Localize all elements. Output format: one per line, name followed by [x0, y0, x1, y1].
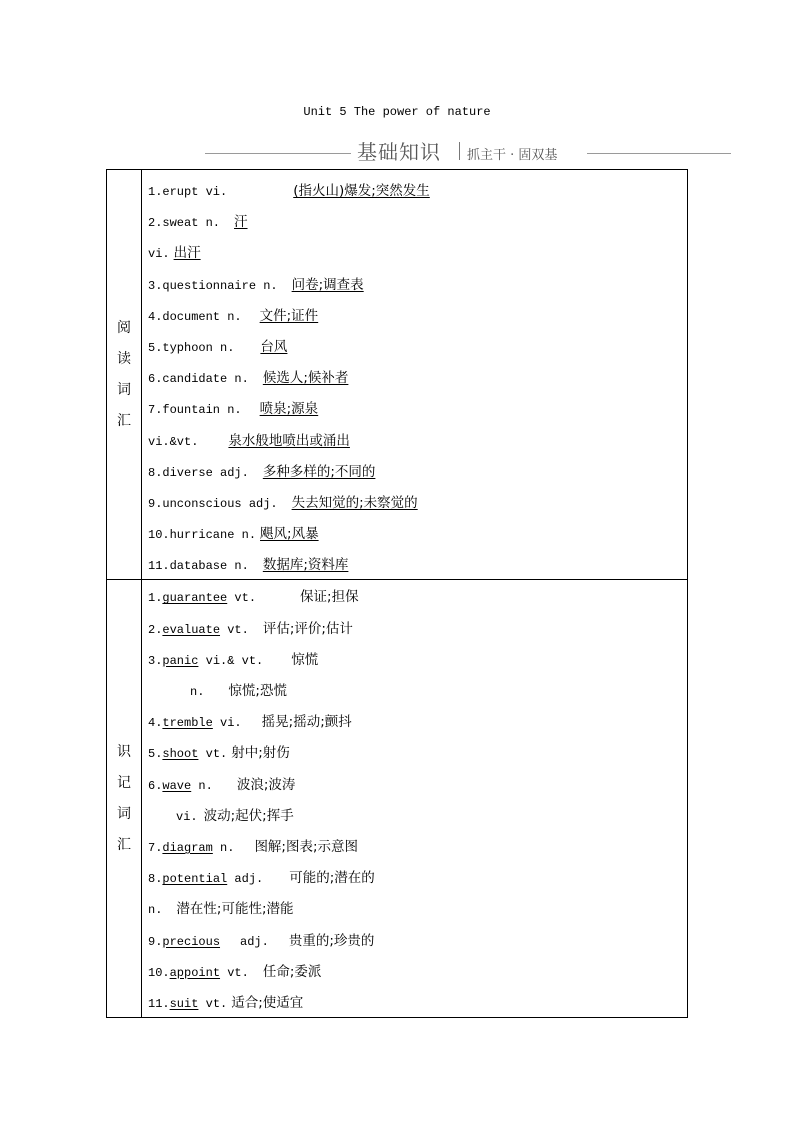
answer-text: 失去知觉的;未察觉的	[291, 494, 418, 511]
entry-label: 9.unconscious adj.	[148, 496, 278, 511]
entry-meaning: 惊慌	[291, 651, 319, 668]
reading-category-cell	[107, 170, 142, 580]
entry-number: 8.	[148, 872, 163, 887]
entry-pos	[227, 591, 256, 605]
vocab-entry	[142, 424, 687, 455]
reading-entries-cell	[142, 170, 688, 580]
category-char: 读	[117, 350, 131, 367]
vocab-entry	[142, 268, 687, 299]
entry-label: vi.&vt.	[148, 434, 199, 449]
section-banner	[205, 136, 731, 164]
vocab-entry	[142, 580, 687, 611]
vocab-entry	[142, 299, 687, 330]
vocab-table	[106, 169, 688, 1018]
pos-text: vt.	[205, 747, 228, 762]
vocab-entry	[142, 892, 687, 923]
vocab-entry	[142, 674, 687, 705]
entry-meaning: 潜在性;可能性;潜能	[176, 901, 294, 918]
entry-pos: n.	[190, 685, 205, 699]
vocab-entry	[142, 924, 687, 955]
entry-pos	[220, 966, 249, 980]
entry-answer	[170, 245, 201, 261]
entry-word: shoot	[162, 747, 199, 762]
entry-pos: vi.	[176, 809, 198, 824]
entry-number: 2.	[148, 622, 163, 637]
entry-pos	[213, 716, 242, 730]
entry-word: wave	[162, 778, 192, 793]
vocab-entry	[142, 455, 687, 486]
banner-heading: 基础知识	[357, 140, 441, 164]
vocab-entry	[142, 643, 687, 674]
vocab-entry	[142, 548, 687, 579]
entry-pos: adj.	[240, 934, 269, 949]
entry-answer	[249, 464, 376, 480]
vocab-entry	[142, 486, 687, 517]
vocab-entry	[142, 392, 687, 423]
entry-answer: 泉水般地喷出或涌出	[228, 432, 350, 449]
category-char: 阅	[117, 319, 131, 336]
answer-text: 飓风;风暴	[260, 526, 319, 543]
entry-label: 2.sweat n.	[148, 216, 221, 231]
pos-text: vi.	[220, 716, 242, 731]
entry-answer	[220, 214, 248, 230]
pos-text: n.	[220, 840, 235, 855]
answer-text: 候选人;候补者	[262, 370, 349, 387]
page-title: Unit 5 The power of nature	[303, 105, 491, 119]
entry-label: 1.erupt vi.	[148, 185, 228, 199]
vocab-entry	[142, 174, 687, 205]
entry-word: suit	[169, 996, 199, 1011]
pos-text: vt.	[227, 965, 249, 980]
pos-text: vi.& vt.	[205, 653, 264, 668]
entry-word: panic	[162, 653, 199, 668]
vocab-entry	[142, 955, 687, 986]
answer-text: 问卷;调查表	[291, 276, 364, 293]
vocab-entry	[142, 736, 687, 767]
entry-answer	[242, 401, 319, 417]
entry-number: 4.	[148, 716, 163, 731]
banner-subheading: 抓主干 · 固双基	[467, 148, 558, 163]
entry-number: 7.	[148, 840, 163, 855]
entry-number: 10.	[148, 965, 170, 980]
category-char: 汇	[117, 412, 131, 429]
entry-meaning: 波浪;波涛	[236, 776, 296, 793]
answer-text: 多种多样的;不同的	[262, 463, 376, 480]
entry-word: evaluate	[162, 622, 221, 637]
vocab-entry	[142, 236, 687, 267]
entry-number: 1.	[148, 591, 163, 606]
entry-answer	[249, 370, 349, 386]
entry-meaning: 保证;担保	[300, 589, 359, 606]
entry-word: diagram	[162, 840, 213, 855]
entry-label: 10.hurricane n.	[148, 528, 257, 543]
entry-label: 8.diverse adj.	[148, 465, 249, 480]
reading-vocab-section	[107, 170, 688, 580]
entry-label: 11.database n.	[148, 559, 249, 574]
entry-word: potential	[162, 872, 228, 887]
vocab-entry	[142, 861, 687, 892]
entry-meaning: 图解;图表;示意图	[254, 838, 359, 855]
entry-meaning: 适合;使适宜	[231, 994, 304, 1011]
entry-meaning: 可能的;潜在的	[289, 870, 375, 887]
category-char: 词	[117, 381, 131, 398]
entry-pos	[198, 997, 227, 1011]
banner-rule-right	[587, 153, 731, 154]
answer-text: 数据库;资料库	[262, 557, 349, 574]
entry-word: precious	[162, 934, 221, 949]
entry-label: 6.candidate n.	[148, 372, 249, 387]
entry-label: 3.questionnaire n.	[148, 278, 278, 293]
entry-meaning: 贵重的;珍贵的	[288, 932, 375, 949]
category-char: 汇	[117, 836, 131, 853]
banner-divider	[459, 142, 460, 160]
entry-meaning: 评估;评价;估计	[262, 620, 353, 637]
pos-text: n.	[198, 778, 213, 793]
entry-answer	[278, 277, 364, 293]
pos-text: adj.	[234, 872, 264, 887]
entry-number: 11.	[148, 996, 170, 1011]
entry-pos	[220, 623, 249, 637]
entry-number: 6.	[148, 778, 163, 793]
entry-word: appoint	[169, 965, 221, 980]
entry-meaning: 摇晃;摇动;颤抖	[261, 714, 352, 731]
entry-number: 3.	[148, 653, 163, 668]
memory-entries-cell	[142, 580, 688, 1018]
vocab-entry	[142, 830, 687, 861]
entry-pos	[191, 779, 213, 793]
pos-text: vt.	[234, 591, 257, 606]
entry-answer	[234, 339, 287, 355]
category-char: 记	[117, 774, 131, 791]
answer-text: 台风	[260, 338, 288, 355]
banner-rule-left	[205, 153, 351, 154]
vocab-entry	[142, 517, 687, 548]
vocab-entry	[142, 612, 687, 643]
vocab-entry	[142, 330, 687, 361]
memory-category-cell	[107, 580, 142, 1018]
entry-answer	[278, 495, 418, 511]
entry-answer	[249, 557, 349, 573]
entry-pos	[198, 747, 227, 761]
entry-pos	[213, 841, 235, 855]
entry-word: tremble	[162, 716, 213, 731]
vocab-entry	[142, 986, 687, 1017]
entry-word: guarantee	[162, 591, 228, 606]
entry-pos	[227, 872, 263, 886]
vocab-entry	[142, 205, 687, 236]
category-char: 识	[117, 743, 131, 760]
entry-pos	[198, 654, 263, 668]
entry-number: 9.	[148, 934, 163, 949]
entry-pos: n.	[148, 903, 163, 918]
entry-meaning: 惊慌;恐慌	[228, 683, 287, 699]
pos-text: vt.	[205, 996, 228, 1011]
entry-answer	[256, 526, 319, 542]
entry-label: vi.	[148, 247, 170, 262]
entry-answer	[242, 308, 319, 324]
answer-text: 喷泉;源泉	[259, 401, 319, 418]
entry-number: 5.	[148, 747, 163, 762]
entry-label: 4.document n.	[148, 309, 242, 324]
vocab-entry	[142, 705, 687, 736]
vocab-entry	[142, 768, 687, 799]
answer-text: 文件;证件	[259, 307, 319, 324]
entry-meaning: 波动;起伏;挥手	[203, 807, 294, 824]
entry-answer: (指火山)爆发;突然发生	[293, 183, 430, 199]
entry-label: 5.typhoon n.	[148, 340, 235, 355]
vocab-entry	[142, 799, 687, 830]
memory-vocab-section	[107, 580, 688, 1018]
vocab-entry	[142, 361, 687, 392]
answer-text: 汗	[234, 214, 248, 231]
category-char: 词	[117, 805, 131, 822]
entry-meaning: 射中;射伤	[231, 745, 290, 762]
entry-meaning: 任命;委派	[262, 963, 322, 980]
answer-text: 出汗	[173, 245, 201, 262]
pos-text: vt.	[227, 622, 249, 637]
entry-label: 7.fountain n.	[148, 403, 242, 418]
